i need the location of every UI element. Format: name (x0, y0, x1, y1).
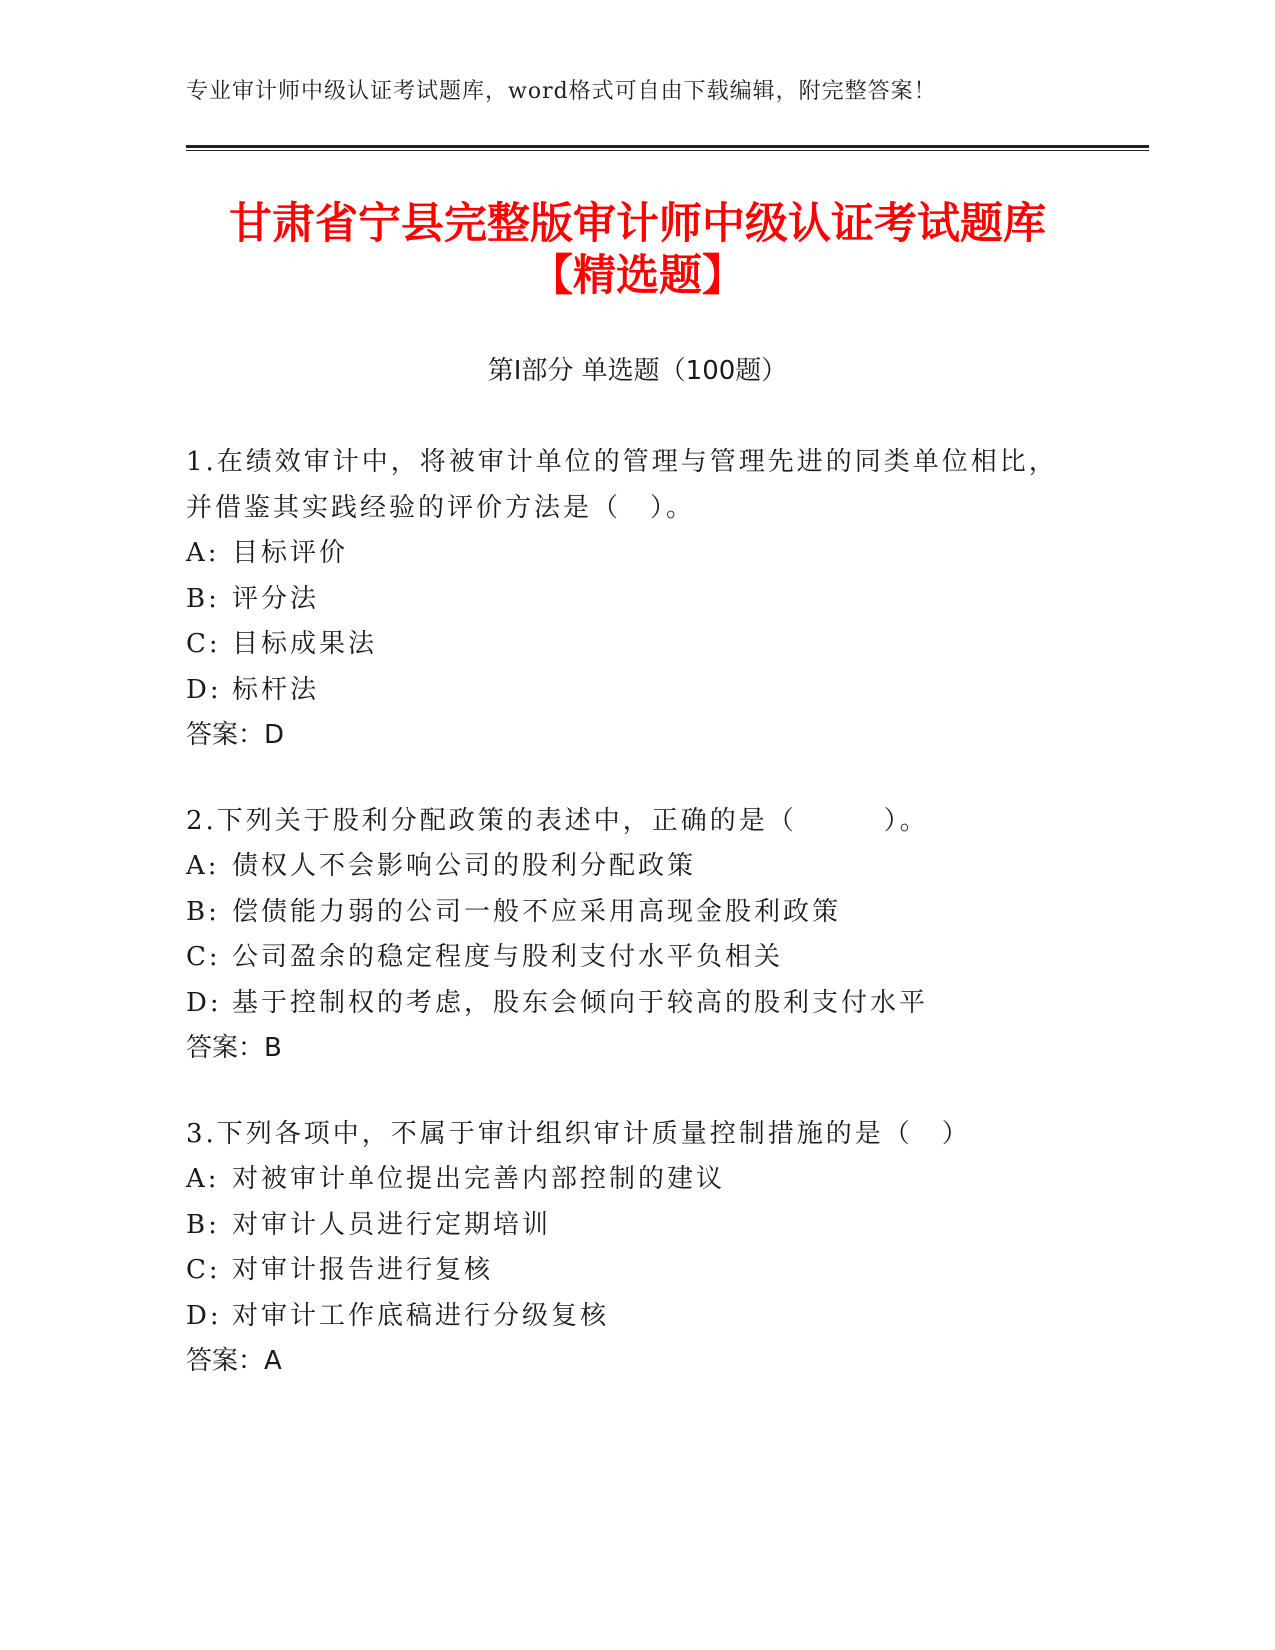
option-key: C: (186, 1255, 221, 1285)
option-key: B: (186, 1209, 220, 1240)
question-stem: 并借鉴其实践经验的评价方法是（ ）。 (186, 492, 696, 523)
option-text: 对审计工作底稿进行分级复核 (232, 1300, 610, 1331)
option-text: 标杆法 (232, 674, 320, 705)
option-key: A: (186, 1164, 220, 1194)
question-2 (186, 799, 1086, 1072)
answer: 答案：A (186, 1346, 282, 1376)
document-title-line-1: 甘肃省宁县完整版审计师中级认证考试题库 (229, 199, 1046, 249)
answer: 答案：D (186, 720, 285, 750)
option-b (186, 890, 1086, 936)
option-key: B: (186, 583, 220, 614)
option-c (186, 622, 1086, 668)
option-c (186, 935, 1086, 981)
option-c (186, 1248, 1086, 1294)
option-key: A: (186, 851, 220, 881)
question-3 (186, 1112, 1086, 1385)
header-rule-thick (186, 145, 1149, 148)
question-list (186, 440, 1086, 1425)
header-rule-thin (186, 150, 1149, 151)
option-key: A: (186, 538, 220, 568)
option-text: 对审计报告进行复核 (232, 1255, 494, 1285)
page-header: 专业审计师中级认证考试题库，word格式可自由下载编辑，附完整答案！ (186, 79, 937, 104)
option-b (186, 577, 1086, 623)
option-d (186, 1294, 1086, 1340)
option-text: 债权人不会影响公司的股利分配政策 (232, 851, 697, 881)
option-d (186, 668, 1086, 714)
option-text: 公司盈余的稳定程度与股利支付水平负相关 (232, 942, 784, 972)
option-key: B: (186, 896, 220, 927)
question-stem: 3.下列各项中，不属于审计组织审计质量控制措施的是（ ） (186, 1118, 971, 1149)
question-stem: 1.在绩效审计中，将被审计单位的管理与管理先进的同类单位相比， (186, 447, 1058, 477)
option-key: D: (186, 674, 222, 705)
option-text: 基于控制权的考虑，股东会倾向于较高的股利支付水平 (232, 987, 929, 1018)
option-text: 对审计人员进行定期培训 (232, 1209, 552, 1240)
option-key: C: (186, 942, 221, 972)
option-a (186, 531, 1086, 577)
option-text: 目标成果法 (232, 629, 378, 659)
option-text: 偿债能力弱的公司一般不应采用高现金股利政策 (232, 896, 842, 927)
section-title: 第Ⅰ部分 单选题（100题） (487, 356, 788, 386)
option-key: C: (186, 629, 221, 659)
option-d (186, 981, 1086, 1027)
option-text: 目标评价 (232, 538, 349, 568)
option-text: 评分法 (232, 583, 320, 614)
answer: 答案：B (186, 1033, 282, 1063)
option-a (186, 844, 1086, 890)
option-key: D: (186, 987, 222, 1018)
option-text: 对被审计单位提出完善内部控制的建议 (232, 1164, 726, 1194)
document-title-line-2: 【精选题】 (530, 251, 745, 301)
option-a (186, 1157, 1086, 1203)
question-1 (186, 440, 1086, 759)
question-stem: 2.下列关于股利分配政策的表述中，正确的是（ ）。 (186, 805, 929, 836)
option-key: D: (186, 1300, 222, 1331)
option-b (186, 1203, 1086, 1249)
